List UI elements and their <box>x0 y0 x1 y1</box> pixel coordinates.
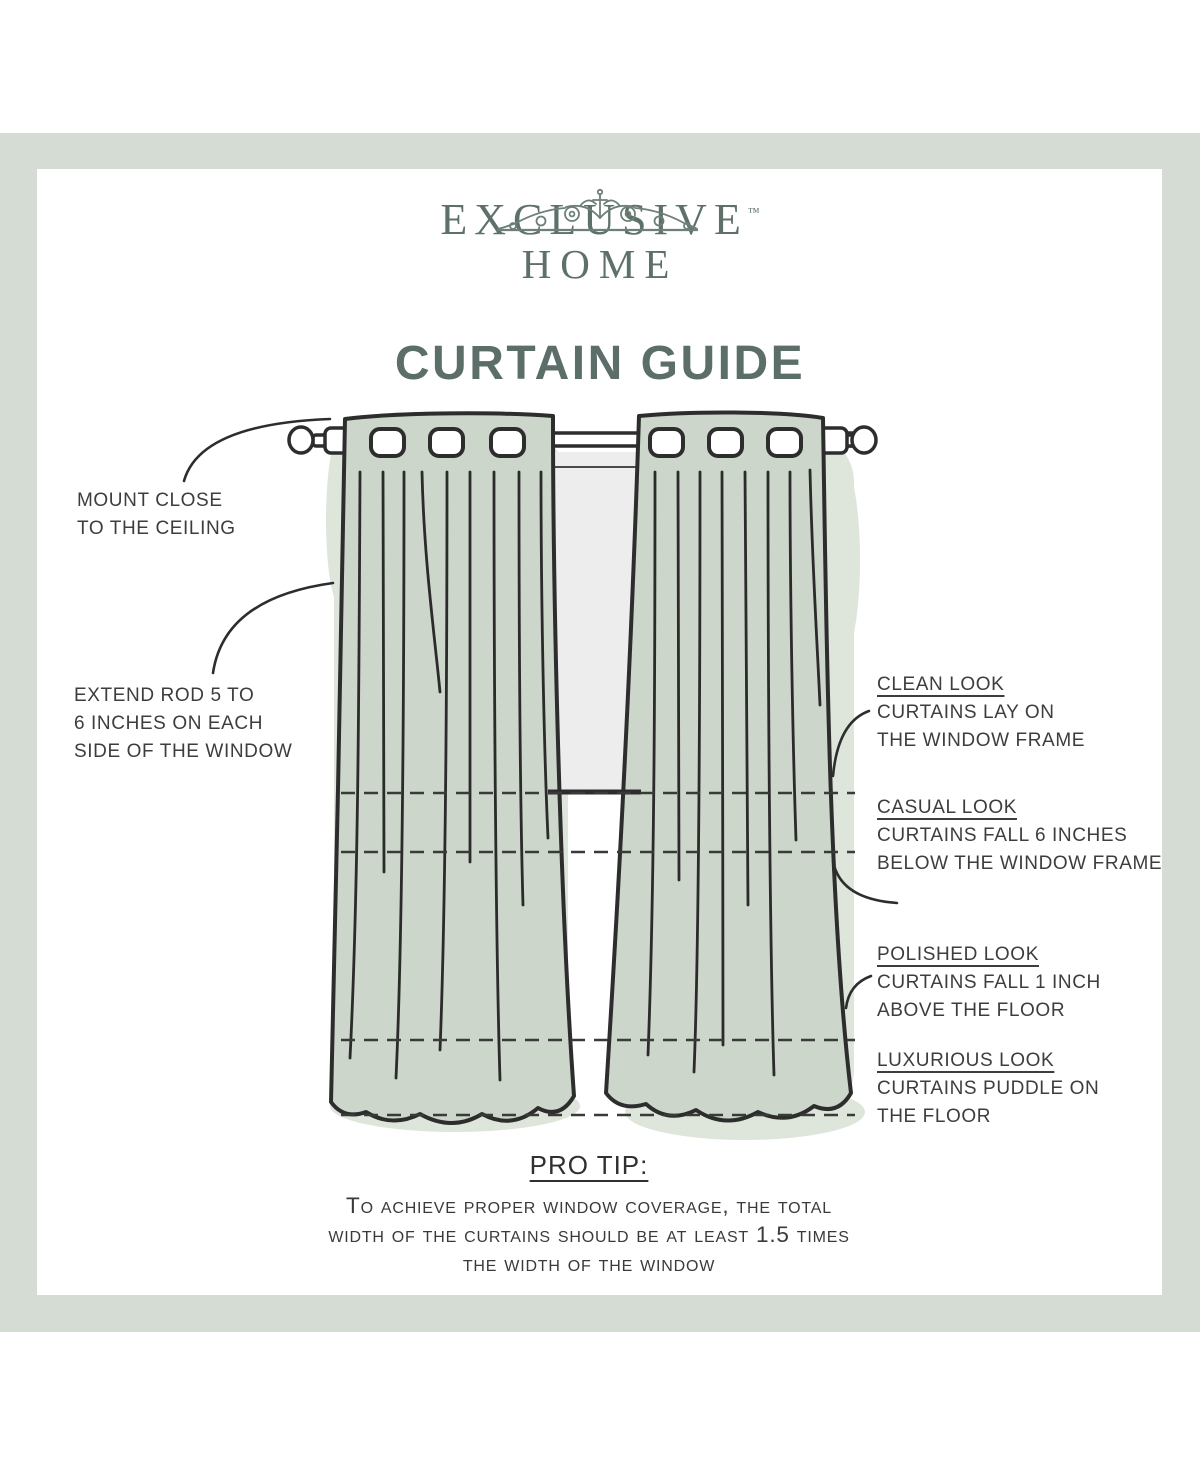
note-line: SIDE OF THE WINDOW <box>74 741 293 762</box>
pro-tip-title: PRO TIP: <box>529 1150 649 1180</box>
note-extend-rod <box>74 682 292 766</box>
note-line: CURTAINS PUDDLE ON <box>877 1078 1100 1099</box>
note-line: MOUNT CLOSE <box>77 490 223 511</box>
note-line: CURTAINS LAY ON <box>877 702 1055 723</box>
note-polished-look <box>877 941 1101 1025</box>
note-line: BELOW THE WINDOW FRAME <box>877 853 1163 874</box>
note-line: CURTAINS FALL 1 INCH <box>877 972 1101 993</box>
pro-tip-line: the width of the window <box>462 1251 716 1276</box>
right-panel-grommet-tabs <box>650 429 801 456</box>
note-clean-look <box>877 671 1085 755</box>
brand-exclusive-text: EXCLUSIVE <box>440 195 748 244</box>
note-line: TO THE CEILING <box>77 518 236 539</box>
page-title: CURTAIN GUIDE <box>394 337 806 390</box>
note-line: ABOVE THE FLOOR <box>877 1000 1066 1021</box>
pro-tip-line: width of the curtains should be at least 1.5 times <box>328 1222 850 1247</box>
pro-tip-section <box>0 1150 1178 1278</box>
left-curtain-panel <box>331 413 574 1123</box>
right-curtain-panel <box>606 412 851 1120</box>
note-line: CURTAINS FALL 6 INCHES <box>877 825 1128 846</box>
note-line: EXTEND ROD 5 TO <box>74 685 255 706</box>
note-line: 6 INCHES ON EACH <box>74 713 264 734</box>
note-line: THE FLOOR <box>877 1106 992 1127</box>
note-casual-look <box>877 794 1162 878</box>
note-luxurious-look <box>877 1047 1099 1131</box>
look-title: POLISHED LOOK <box>877 944 1039 965</box>
trademark-symbol: ™ <box>747 205 760 219</box>
left-panel-grommet-tabs <box>371 429 524 456</box>
look-title: LUXURIOUS LOOK <box>877 1050 1055 1071</box>
connector-extend-rod <box>213 583 333 673</box>
note-mount-close <box>77 487 236 543</box>
brand-name-line2: HOME <box>521 241 679 287</box>
look-title: CASUAL LOOK <box>877 797 1017 818</box>
pro-tip-line: To achieve proper window coverage, the total <box>346 1193 832 1218</box>
look-title: CLEAN LOOK <box>877 674 1005 695</box>
rod-finial-right <box>817 427 876 453</box>
note-line: THE WINDOW FRAME <box>877 730 1086 751</box>
